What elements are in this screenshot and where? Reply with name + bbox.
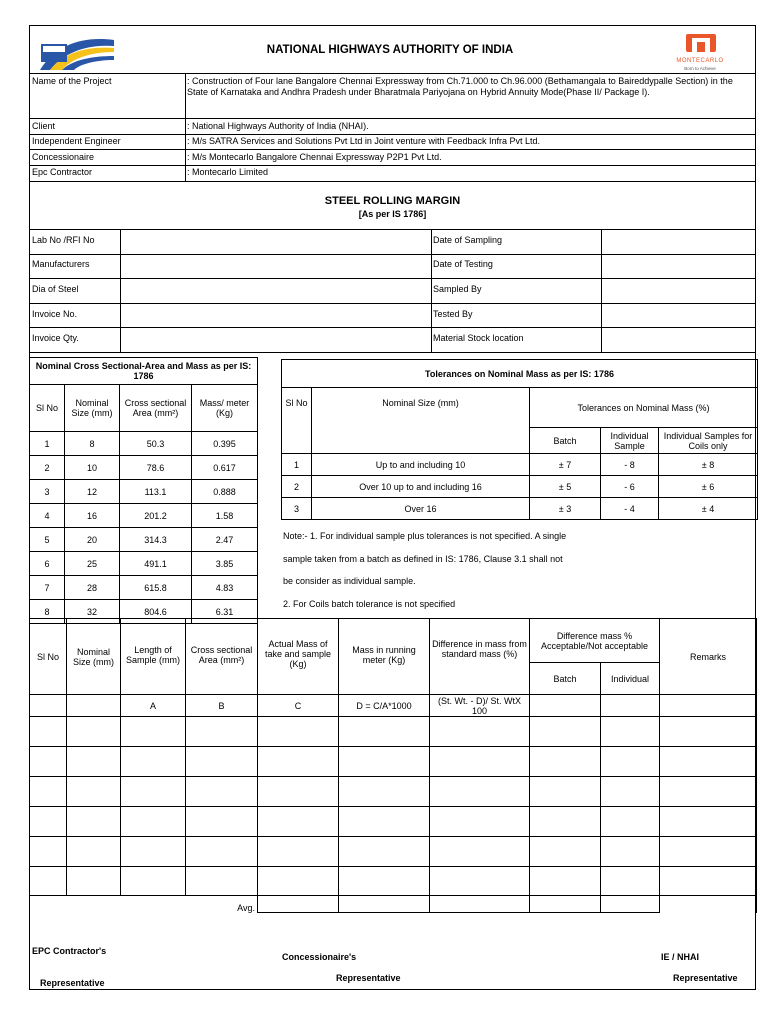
cell: 16 (65, 504, 120, 528)
client-label: Client (32, 121, 56, 131)
page-title: NATIONAL HIGHWAYS AUTHORITY OF INDIA (266, 44, 514, 56)
test-th-slno: Sl No (30, 619, 67, 695)
field-dia-steel: Dia of Steel (32, 284, 79, 294)
cell: 28 (65, 576, 120, 600)
cell: 804.6 (120, 600, 192, 624)
field-lab-no: Lab No /RFI No (32, 235, 95, 245)
cell: 2 (30, 456, 65, 480)
cell: 8 (65, 432, 120, 456)
cell: 0.617 (192, 456, 258, 480)
test-th-individual: Individual (601, 663, 660, 695)
cell: 113.1 (120, 480, 192, 504)
note-line-2: sample taken from a batch as defined in IS: 1786, Clause 3.1 shall not (283, 554, 563, 564)
test-th-length: Length of Sample (mm) (121, 619, 186, 695)
sig-concessionaire-title: Concessionaire's (282, 952, 357, 962)
cell (67, 695, 121, 717)
cell: 201.2 (120, 504, 192, 528)
tol-th-tolerances: Tolerances on Nominal Mass (%) (530, 388, 758, 428)
cell: Up to and including 10 (312, 454, 530, 476)
field-date-sampling: Date of Sampling (433, 235, 503, 245)
epc-value: : Montecarlo Limited (187, 167, 269, 177)
table-row (30, 695, 757, 717)
sig-epc-rep: Representative (40, 978, 105, 988)
cell: 2.47 (192, 528, 258, 552)
cell: 3 (30, 480, 65, 504)
cell: ± 6 (659, 476, 758, 498)
cell: ± 5 (530, 476, 601, 498)
test-table (29, 618, 757, 913)
cell: - 6 (601, 476, 659, 498)
form-title: STEEL ROLLING MARGIN (324, 195, 461, 207)
cell: 20 (65, 528, 120, 552)
cell: 615.8 (120, 576, 192, 600)
note-line-1: Note:- 1. For individual sample plus tolerances is not specified. A single (283, 531, 567, 541)
avg-row (30, 896, 757, 913)
code-a: A (121, 695, 186, 717)
test-th-acceptable: Difference mass % Acceptable/Not acceptable (530, 619, 660, 663)
table-row (282, 476, 758, 498)
montecarlo-name: MONTECARLO (676, 58, 724, 64)
cell: 50.3 (120, 432, 192, 456)
cell: 1 (30, 432, 65, 456)
test-th-actual-mass: Actual Mass of take and sample (Kg) (258, 619, 339, 695)
table-row (282, 498, 758, 520)
cell: 8 (30, 600, 65, 624)
sig-concessionaire-rep: Representative (336, 973, 401, 983)
code-d: D = C/A*1000 (339, 695, 430, 717)
cell: 4 (30, 504, 65, 528)
sig-ie-rep: Representative (673, 973, 738, 983)
montecarlo-tagline: Born to Achieve (684, 66, 716, 71)
cell: 3.85 (192, 552, 258, 576)
cell: 3 (282, 498, 312, 520)
test-th-remarks: Remarks (660, 619, 757, 695)
cell: 1 (282, 454, 312, 476)
cell: 6 (30, 552, 65, 576)
nominal-table-title: Nominal Cross Sectional-Area and Mass as per IS: 1786 (30, 358, 258, 385)
cell: 1.58 (192, 504, 258, 528)
cell: 314.3 (120, 528, 192, 552)
engineer-value: : M/s SATRA Services and Solutions Pvt Ltd in Joint venture with Feedback Infra Pvt Ltd. (187, 136, 540, 146)
test-th-size: Nominal Size (mm) (67, 619, 121, 695)
tolerance-table (281, 359, 758, 520)
table-row (30, 552, 258, 576)
cell: 4.83 (192, 576, 258, 600)
nominal-th-slno: Sl No (30, 385, 65, 432)
cell: 32 (65, 600, 120, 624)
cell: Over 10 up to and including 16 (312, 476, 530, 498)
cell: 78.6 (120, 456, 192, 480)
montecarlo-logo (670, 32, 730, 74)
tol-th-individual: Individual Sample (601, 428, 659, 454)
cell: 491.1 (120, 552, 192, 576)
table-row (30, 576, 258, 600)
concessionaire-value: : M/s Montecarlo Bangalore Chennai Expressway P2P1 Pvt Ltd. (187, 152, 442, 162)
test-th-difference: Difference in mass from standard mass (%) (430, 619, 530, 695)
nominal-th-area: Cross sectional Area (mm²) (120, 385, 192, 432)
table-row (30, 480, 258, 504)
table-row (30, 504, 258, 528)
test-th-running-mass: Mass in running meter (Kg) (339, 619, 430, 695)
cell: 7 (30, 576, 65, 600)
epc-label: Epc Contractor (32, 167, 93, 177)
cell: - 8 (601, 454, 659, 476)
code-c: C (258, 695, 339, 717)
field-tested-by: Tested By (433, 309, 473, 319)
tol-th-coils: Individual Samples for Coils only (659, 428, 758, 454)
cell: 5 (30, 528, 65, 552)
cell: Over 16 (312, 498, 530, 520)
cell: 10 (65, 456, 120, 480)
tol-th-batch: Batch (530, 428, 601, 454)
cell: 12 (65, 480, 120, 504)
table-row (30, 432, 258, 456)
avg-label: Avg. (30, 896, 258, 913)
field-invoice-qty: Invoice Qty. (32, 333, 79, 343)
field-date-testing: Date of Testing (433, 259, 493, 269)
cell: 0.888 (192, 480, 258, 504)
nhai-logo (36, 30, 116, 74)
cell: 25 (65, 552, 120, 576)
cell (30, 695, 67, 717)
engineer-label: Independent Engineer (32, 136, 121, 146)
cell: ± 8 (659, 454, 758, 476)
concessionaire-label: Concessionaire (32, 152, 95, 162)
cell: ± 3 (530, 498, 601, 520)
form-subtitle: [As per IS 1786] (358, 209, 427, 219)
table-row (30, 867, 757, 896)
test-th-area: Cross sectional Area (mm²) (186, 619, 258, 695)
tolerance-table-title: Tolerances on Nominal Mass as per IS: 1786 (282, 360, 758, 388)
table-row (30, 837, 757, 867)
client-value: : National Highways Authority of India (NHAI). (187, 121, 369, 131)
sig-ie-title: IE / NHAI (661, 952, 700, 962)
table-row (30, 807, 757, 837)
nominal-th-size: Nominal Size (mm) (65, 385, 120, 432)
table-row (30, 747, 757, 777)
document-sheet (29, 25, 756, 990)
code-b: B (186, 695, 258, 717)
note-line-4: 2. For Coils batch tolerance is not specified (283, 599, 456, 609)
cell: 0.395 (192, 432, 258, 456)
table-row (30, 717, 757, 747)
cell: 6.31 (192, 600, 258, 624)
tol-th-size: Nominal Size (mm) (312, 388, 530, 454)
nominal-table (29, 357, 258, 624)
project-label: Name of the Project (32, 76, 112, 86)
project-value: : Construction of Four lane Bangalore Chennai Expressway from Ch.71.000 to Ch.96.000 (Bethamangala to Baireddypalle Section) in the State of Karnataka and Andhra Pradesh under Bharatmala Pariyojana on Hybrid Annuity Mode(Phase II/ Package I). (187, 76, 733, 97)
cell (660, 695, 757, 717)
cell: ± 7 (530, 454, 601, 476)
cell: - 4 (601, 498, 659, 520)
code-e: (St. Wt. - D)/ St. WtX 100 (430, 695, 530, 717)
field-manufacturers: Manufacturers (32, 259, 90, 269)
cell: 2 (282, 476, 312, 498)
table-row (30, 456, 258, 480)
sig-epc-title: EPC Contractor's (32, 946, 107, 956)
field-invoice-no: Invoice No. (32, 309, 78, 319)
table-row (30, 777, 757, 807)
cell (530, 695, 601, 717)
field-stock-location: Material Stock location (433, 333, 524, 343)
test-th-batch: Batch (530, 663, 601, 695)
field-sampled-by: Sampled By (433, 284, 482, 294)
tol-th-slno: Sl No (282, 388, 312, 454)
table-row (282, 454, 758, 476)
cell: ± 4 (659, 498, 758, 520)
nominal-th-mass: Mass/ meter (Kg) (192, 385, 258, 432)
note-line-3: be consider as individual sample. (283, 576, 416, 586)
table-row (30, 528, 258, 552)
cell (601, 695, 660, 717)
